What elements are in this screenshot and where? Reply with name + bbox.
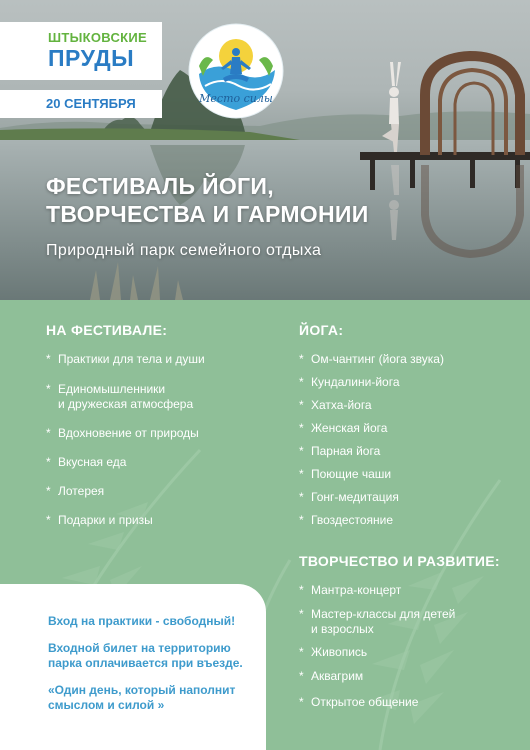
list-item: * Ом-чантинг (йога звука) — [299, 352, 444, 366]
bullet: * — [46, 455, 51, 469]
list-item: * Хатха-йога — [299, 398, 372, 412]
bullet: * — [299, 645, 304, 659]
brand-badge — [0, 22, 162, 80]
list-item: * Единомышленники и дружеская атмосфера — [46, 382, 194, 411]
slogan: «Один день, который наполнит смыслом и силой » — [48, 683, 236, 712]
bullet: * — [299, 467, 304, 481]
list-item: * Парная йога — [299, 444, 381, 458]
bullet: * — [299, 421, 304, 435]
list-item: * Аквагрим — [299, 669, 364, 683]
festival-list — [46, 352, 205, 535]
bullet: * — [46, 513, 51, 527]
bullet: * — [299, 490, 304, 504]
creativity-heading: ТВОРЧЕСТВО И РАЗВИТИЕ: — [299, 553, 500, 569]
event-date: 20 СЕНТЯБРЯ — [0, 90, 162, 118]
bullet: * — [299, 398, 304, 412]
bullet: * — [46, 382, 51, 396]
list-item: * Вдохновение от природы — [46, 426, 199, 440]
ticket-note: Входной билет на территорию парка оплачивается при въезде. — [48, 641, 243, 670]
bullet: * — [299, 583, 304, 597]
list-item: * Кундалини-йога — [299, 375, 400, 389]
creativity-list — [299, 583, 455, 713]
list-item: * Мастер-классы для детей и взрослых — [299, 607, 456, 636]
bullet: * — [299, 352, 304, 366]
bullet: * — [299, 375, 304, 389]
bullet: * — [46, 426, 51, 440]
list-item: * Мантра-концерт — [299, 583, 402, 597]
info-card — [0, 584, 266, 750]
free-entry-note: Вход на практики - свободный! — [48, 614, 236, 628]
list-item: * Гонг-медитация — [299, 490, 399, 504]
page-subtitle: Природный парк семейного отдыха — [46, 242, 322, 259]
logo-text: Место силы — [199, 92, 273, 105]
yoga-list — [299, 352, 444, 533]
list-item: * Поющие чаши — [299, 467, 392, 481]
mesto-sily-logo — [187, 22, 285, 120]
list-item: * Женская йога — [299, 421, 388, 435]
brand-name-line1: ШТЫКОВСКИЕ — [48, 30, 148, 45]
list-item: * Практики для тела и души — [46, 352, 205, 366]
list-item: * Живопись — [299, 645, 368, 659]
list-item: * Вкусная еда — [46, 455, 127, 469]
yoga-heading: ЙОГА: — [299, 322, 344, 338]
bullet: * — [46, 484, 51, 498]
bullet: * — [299, 695, 304, 709]
page-title — [46, 172, 486, 228]
title-line1: ФЕСТИВАЛЬ ЙОГИ, — [46, 173, 274, 199]
bullet: * — [299, 669, 304, 683]
brand-name-line2: ПРУДЫ — [48, 45, 135, 71]
list-item: * Гвоздестояние — [299, 513, 394, 527]
bullet: * — [299, 444, 304, 458]
list-item: * Подарки и призы — [46, 513, 153, 527]
title-line2: ТВОРЧЕСТВА И ГАРМОНИИ — [46, 201, 369, 227]
list-item: * Лотерея — [46, 484, 105, 498]
bullet: * — [46, 352, 51, 366]
bullet: * — [299, 607, 304, 621]
festival-heading: НА ФЕСТИВАЛЕ: — [46, 322, 168, 338]
list-item: * Открытое общение — [299, 695, 419, 709]
bullet: * — [299, 513, 304, 527]
